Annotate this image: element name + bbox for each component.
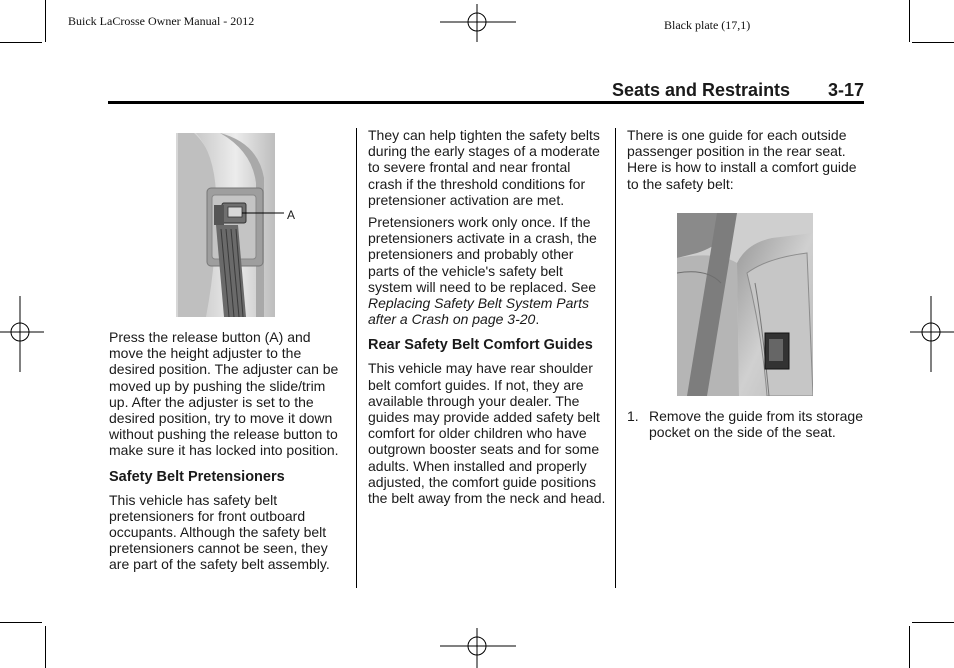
column-3-intro	[627, 127, 863, 198]
crop-mark	[45, 626, 46, 668]
paragraph: This vehicle has safety belt pretensioners for front outboard occupants. Although the safety belt pretensioners cannot be seen, they are part of the safety belt assembly.	[109, 491, 330, 573]
column-2	[368, 127, 606, 512]
crop-mark	[45, 0, 46, 42]
paragraph: Press the release button (A) and move the height adjuster to the desired position. The adjuster can be moved up by pushing the slide/trim up. After the adjuster is set to the desired position, try to move it down without pushing the release button to make sure it has locked into position.	[109, 329, 339, 459]
column-3-steps	[627, 408, 863, 440]
page-number: 3-17	[827, 80, 864, 100]
subheading: Rear Safety Belt Comfort Guides	[368, 337, 593, 354]
step-number: 1.	[627, 408, 639, 424]
column-1	[109, 329, 345, 579]
registration-mark-top	[440, 4, 516, 42]
crop-mark	[912, 42, 954, 43]
crop-mark	[909, 626, 910, 668]
crop-mark	[0, 42, 42, 43]
comfort-guide-illustration	[677, 213, 813, 396]
section-title: Seats and Restraints	[612, 80, 791, 100]
registration-mark-bottom	[440, 628, 516, 668]
height-adjuster-illustration	[176, 133, 306, 317]
step-text: Remove the guide from its storage pocket on the side of the seat.	[649, 408, 863, 441]
paragraph-text: Pretensioners work only once. If the pretensioners activate in a crash, the pretensioners and probably other parts of the vehicle's safety belt system will need to be replaced. See	[368, 214, 597, 295]
column-divider	[356, 128, 357, 588]
paragraph	[368, 214, 606, 327]
callout-label-a: A	[287, 208, 296, 222]
crop-mark	[912, 622, 954, 623]
header-rule	[108, 101, 864, 104]
registration-mark-right	[910, 296, 954, 372]
registration-mark-left	[0, 296, 44, 372]
paragraph: They can help tighten the safety belts during the early stages of a moderate to severe frontal and near frontal crash if the threshold conditions for pretensioner activation are met.	[368, 127, 600, 208]
paragraph: There is one guide for each outside passenger position in the rear seat. Here is how to install a comfort guide to the safety belt:	[627, 127, 857, 192]
column-divider	[615, 128, 616, 588]
paragraph-text: .	[535, 311, 540, 328]
section-header	[612, 80, 864, 101]
cross-reference-link[interactable]: Replacing Safety Belt System Parts after a Crash on page 3-20	[368, 295, 589, 328]
plate-label: Black plate (17,1)	[664, 18, 751, 32]
crop-mark	[909, 0, 910, 42]
crop-mark	[0, 622, 42, 623]
manual-title: Buick LaCrosse Owner Manual - 2012	[68, 14, 255, 28]
subheading: Safety Belt Pretensioners	[109, 468, 285, 485]
list-item	[627, 408, 863, 440]
paragraph: This vehicle may have rear shoulder belt comfort guides. If not, they are available through your dealer. The guides may provide added safety belt comfort for older children who have outgrown booster seats and for some adults. When installed and properly adjusted, the comfort guide positions the belt away from the neck and head.	[368, 360, 606, 507]
